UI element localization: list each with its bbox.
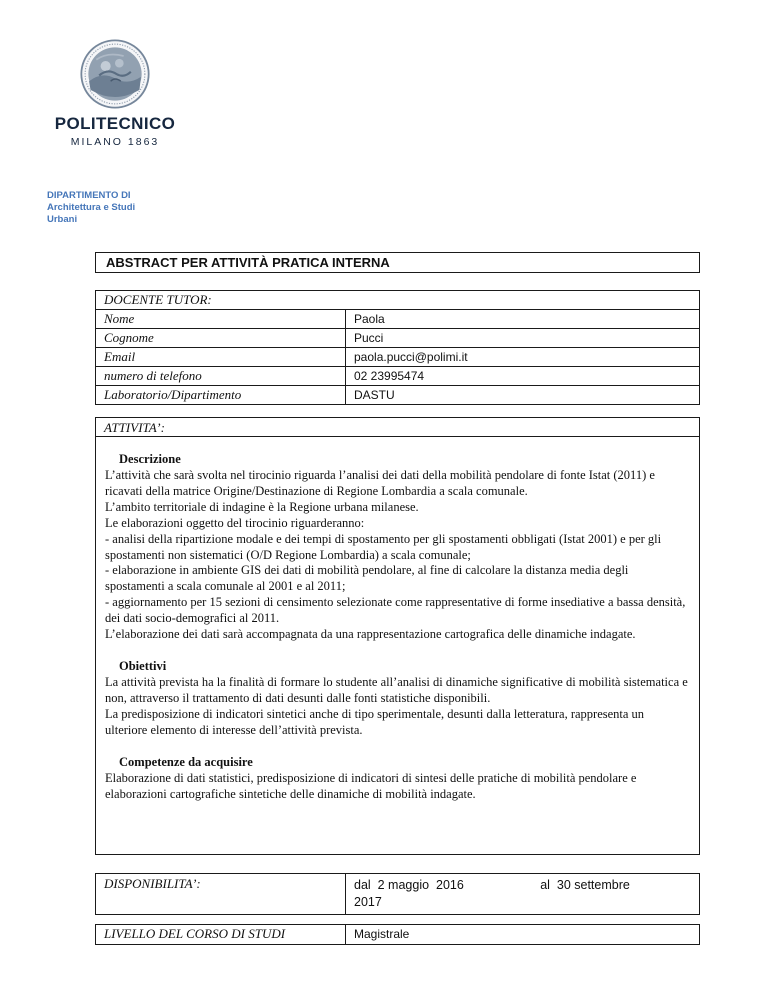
- abstract-title-box: [95, 252, 700, 273]
- activity-section-competenze: [105, 754, 689, 803]
- field-label-nome: Nome: [96, 310, 346, 328]
- section-text-descrizione: L’attività che sarà svolta nel tirocinio riguarda l’analisi dei dati della mobilità pendolare di fonte Istat (2011) e ricavati della matrice Origine/Destinazione di Regione Lombardia a scala comunale. L’ambito territoriale di indagine è la Regione urbana milanese. Le elaborazioni oggetto del tirocinio riguarderanno: - analisi della ripartizione modale e dei tempi di spostamento per gli spostamenti obbligati (Istat 2001) e per gli spostamenti non sistematici (O/D Regione Lombardia) a scala comunale; - elaborazione in ambiente GIS dei dati di mobilità pendolare, al fine di calcolare la distanza media degli spostamenti a scala comunale al 2001 e al 2011; - aggiornamento per 15 sezioni di censimento selezionate come rappresentative di forme insediative a bassa densità, dei dati socio-demografici al 2011. L’elaborazione dei dati sarà accompagnata da una rappresentazione cartografica delle dinamiche indagate.: [105, 468, 686, 642]
- section-text-obiettivi: La attività prevista ha la finalità di formare lo studente all’analisi di dinamiche significative di mobilità sistematica e non, attraverso il trattamento di dati desunti dalle fonti statistiche disponibili. La predisposizione di indicatori sintetici anche di tipo sperimentale, desunti dalla letteratura, rappresenta un ulteriore elemento di interesse dell’attività prevista.: [105, 674, 688, 737]
- table-row-livello: [96, 925, 699, 944]
- field-value-livello: Magistrale: [354, 927, 410, 941]
- table-row-disponibilita: [96, 874, 699, 914]
- level-table: [95, 924, 700, 945]
- table-row-laboratorio: [96, 385, 699, 404]
- activity-header-box: [95, 417, 700, 437]
- field-value-cognome: Pucci: [354, 331, 384, 345]
- field-label-email: Email: [96, 348, 346, 366]
- department-line-3: Urbani: [47, 214, 78, 225]
- field-label-disponibilita: DISPONIBILITA’:: [96, 874, 346, 914]
- field-label-livello: LIVELLO DEL CORSO DI STUDI: [96, 925, 346, 944]
- section-heading-competenze: Competenze da acquisire: [119, 754, 253, 769]
- activity-section-descrizione: [105, 451, 689, 643]
- availability-table: [95, 873, 700, 915]
- polimi-seal-icon: [79, 38, 151, 110]
- activity-section-obiettivi: [105, 658, 689, 739]
- abstract-title: ABSTRACT PER ATTIVITÀ PRATICA INTERNA: [106, 255, 390, 270]
- activity-header: ATTIVITA’:: [104, 420, 165, 435]
- department-line-1: DIPARTIMENTO DI: [47, 190, 131, 201]
- field-value-disponibilita: dal 2 maggio 2016 al 30 settembre 2017: [354, 878, 630, 909]
- polimi-wordmark-year: MILANO 1863: [70, 136, 160, 148]
- section-heading-obiettivi: Obiettivi: [119, 658, 167, 673]
- section-text-competenze: Elaborazione di dati statistici, predisposizione di indicatori di sintesi delle pratiche di mobilità pendolare e elaborazioni cartografiche sintetiche delle dinamiche di mobilità indagate.: [105, 770, 637, 801]
- section-heading-descrizione: Descrizione: [119, 452, 181, 466]
- polimi-logo: [45, 38, 185, 148]
- field-value-nome: Paola: [354, 312, 385, 326]
- field-value-email: paola.pucci@polimi.it: [354, 350, 468, 364]
- docente-tutor-header: DOCENTE TUTOR:: [104, 292, 212, 307]
- field-label-laboratorio: Laboratorio/Dipartimento: [96, 386, 346, 404]
- table-row-email: [96, 347, 699, 366]
- field-value-telefono: 02 23995474: [354, 369, 425, 383]
- field-value-laboratorio: DASTU: [354, 388, 395, 402]
- polimi-wordmark: POLITECNICO: [54, 114, 176, 133]
- table-row-cognome: [96, 328, 699, 347]
- activity-body-box: [95, 436, 700, 855]
- table-row-nome: [96, 309, 699, 328]
- department-line-2: Architettura e Studi: [47, 202, 136, 213]
- department-block: [47, 190, 135, 226]
- field-label-cognome: Cognome: [96, 329, 346, 347]
- table-row-telefono: [96, 366, 699, 385]
- field-label-telefono: numero di telefono: [96, 367, 346, 385]
- docente-tutor-table: [95, 290, 700, 405]
